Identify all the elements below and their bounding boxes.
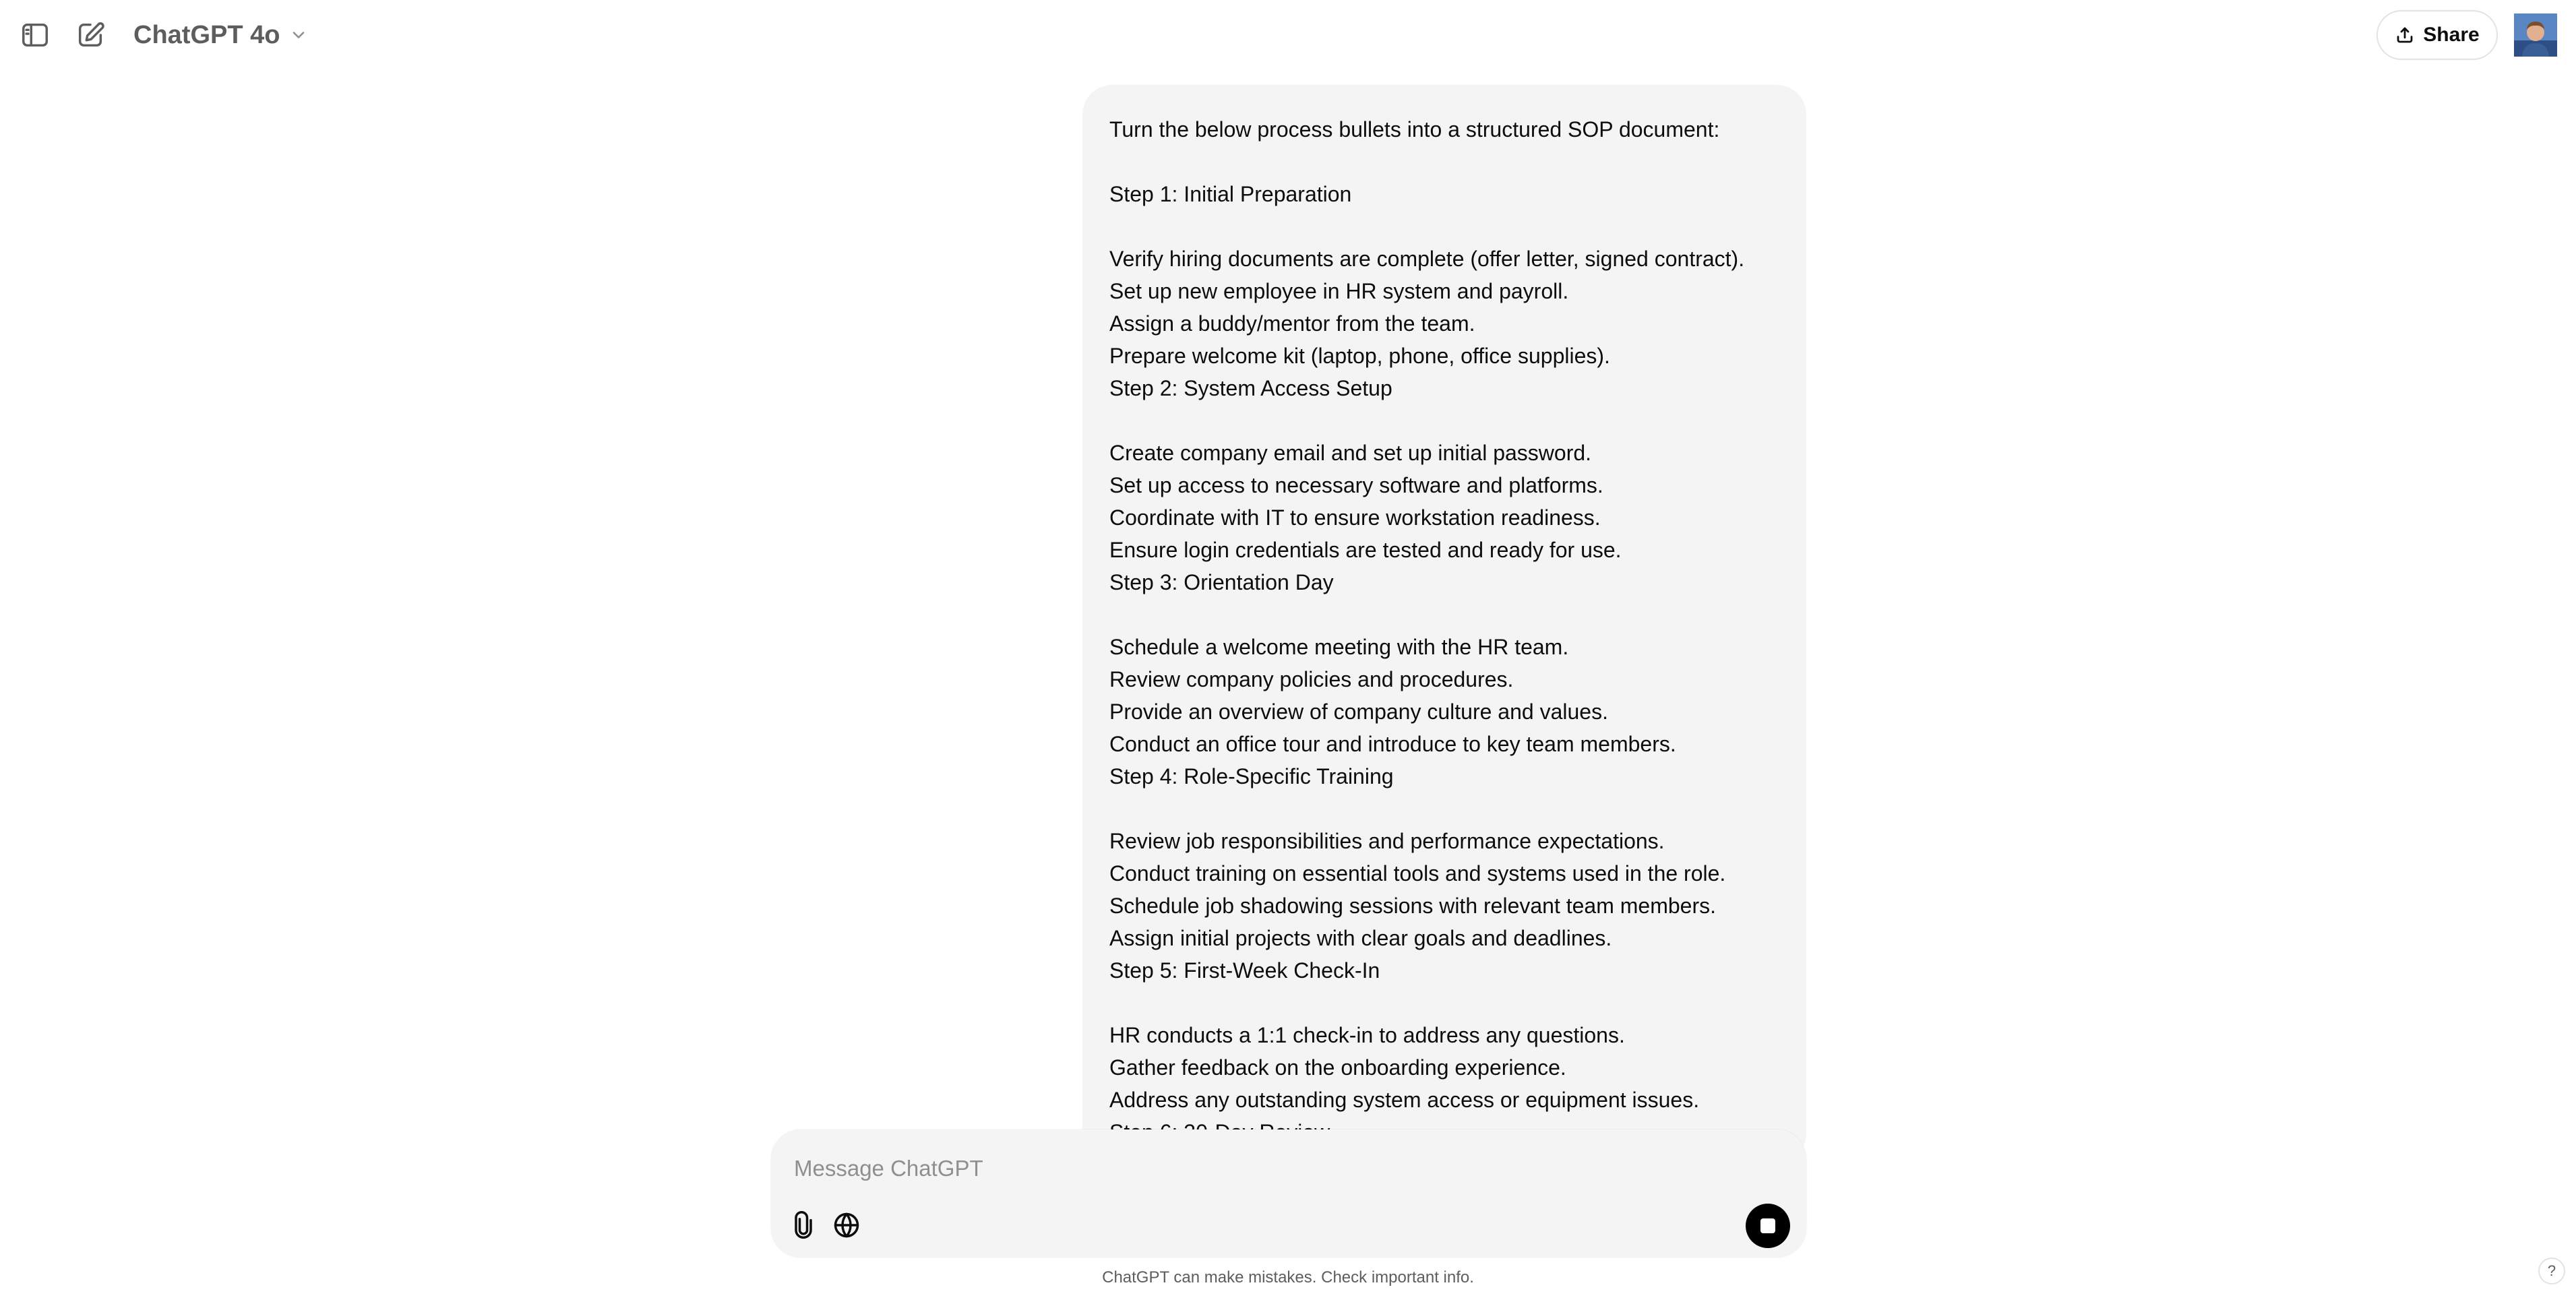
model-selector[interactable] <box>125 15 316 55</box>
message-line: Coordinate with IT to ensure workstation readiness. <box>1109 505 1601 530</box>
chevron-down-icon <box>289 26 308 44</box>
message-line: Assign a buddy/mentor from the team. <box>1109 311 1475 336</box>
new-chat-icon <box>75 20 106 51</box>
sidebar-toggle-icon <box>20 20 51 51</box>
share-label: Share <box>2423 24 2480 46</box>
message-line: HR conducts a 1:1 check-in to address any questions. <box>1109 1023 1625 1047</box>
user-message-bubble <box>1082 85 1806 1163</box>
user-avatar[interactable] <box>2514 13 2557 57</box>
model-name: ChatGPT 4o <box>133 20 280 49</box>
message-line: Step 1: Initial Preparation <box>1109 182 1352 206</box>
avatar-image <box>2514 13 2557 57</box>
message-line: Gather feedback on the onboarding experience. <box>1109 1055 1566 1080</box>
attach-file-button[interactable] <box>783 1205 824 1245</box>
message-line: Review job responsibilities and performance expectations. <box>1109 829 1665 853</box>
message-line: Step 4: Role-Specific Training <box>1109 764 1394 788</box>
message-line: Schedule job shadowing sessions with relevant team members. <box>1109 894 1717 918</box>
share-button[interactable] <box>2376 10 2498 60</box>
web-search-button[interactable] <box>826 1205 867 1245</box>
paperclip-icon <box>789 1210 818 1240</box>
message-line: Schedule a welcome meeting with the HR team. <box>1109 635 1569 659</box>
stop-icon <box>1760 1218 1775 1233</box>
disclaimer-text: ChatGPT can make mistakes. Check important info. <box>1102 1268 1474 1286</box>
message-line: Step 2: System Access Setup <box>1109 376 1392 400</box>
message-line: Set up access to necessary software and platforms. <box>1109 473 1603 497</box>
message-line: Address any outstanding system access or equipment issues. <box>1109 1088 1700 1112</box>
message-line <box>1109 146 1779 178</box>
message-line: Create company email and set up initial password. <box>1109 441 1592 465</box>
message-line: Assign initial projects with clear goals and deadlines. <box>1109 926 1612 950</box>
message-line <box>1109 404 1779 437</box>
message-line: Provide an overview of company culture and values. <box>1109 700 1608 724</box>
message-line: Review company policies and procedures. <box>1109 667 1514 691</box>
message-line: Step 3: Orientation Day <box>1109 570 1334 594</box>
top-bar <box>0 0 2576 70</box>
message-line: Step 5: First-Week Check-In <box>1109 958 1380 983</box>
conversation-area[interactable] <box>0 70 2576 1129</box>
new-chat-button[interactable] <box>70 15 111 55</box>
sidebar-toggle-button[interactable] <box>15 15 55 55</box>
message-line <box>1109 598 1779 631</box>
message-line: Turn the below process bullets into a structured SOP document: <box>1109 117 1720 142</box>
message-line: Prepare welcome kit (laptop, phone, office supplies). <box>1109 344 1610 368</box>
message-line: Ensure login credentials are tested and ready for use. <box>1109 538 1622 562</box>
message-line <box>1109 793 1779 825</box>
message-input[interactable] <box>793 1148 1777 1189</box>
message-line: Conduct an office tour and introduce to key team members. <box>1109 732 1676 756</box>
message-line <box>1109 210 1779 243</box>
globe-icon <box>832 1210 861 1240</box>
message-line: Set up new employee in HR system and payroll. <box>1109 279 1569 303</box>
help-button[interactable]: ? <box>2538 1258 2565 1284</box>
message-line: Conduct training on essential tools and systems used in the role. <box>1109 861 1726 886</box>
message-composer <box>771 1129 1806 1258</box>
stop-generating-button[interactable] <box>1746 1204 1790 1248</box>
message-line <box>1109 987 1779 1019</box>
message-line: Verify hiring documents are complete (offer letter, signed contract). <box>1109 247 1745 271</box>
share-upload-icon <box>2395 25 2415 45</box>
